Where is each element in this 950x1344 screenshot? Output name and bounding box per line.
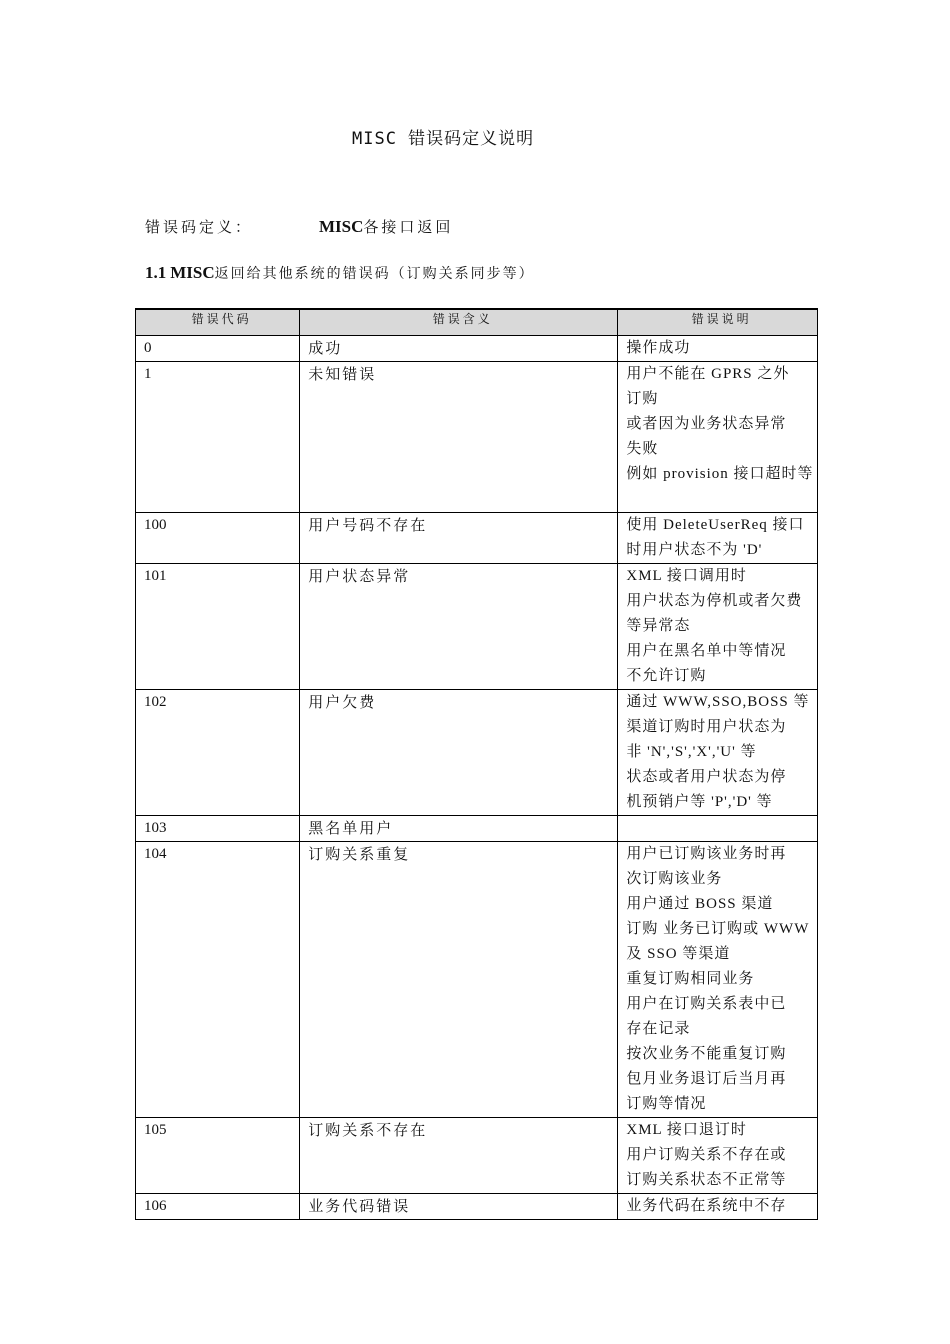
header-code: 错误代码 xyxy=(136,309,300,336)
error-meaning: 订购关系不存在 xyxy=(308,1121,428,1139)
error-code-cell xyxy=(136,1194,300,1220)
error-description-line: 非 'N','S','X','U' 等 xyxy=(626,744,757,760)
error-description-line: 次订购该业务 xyxy=(626,871,723,887)
error-description-cell xyxy=(618,690,818,816)
section-heading xyxy=(145,216,453,237)
header-name: 错误含义 xyxy=(300,309,618,336)
error-code: 100 xyxy=(144,517,167,533)
error-meaning-cell xyxy=(300,842,618,1118)
subsection-heading xyxy=(145,263,535,283)
error-description-cell xyxy=(618,513,818,564)
error-description-line: 订购 业务已订购或 WWW xyxy=(626,921,810,937)
error-description-line: 用户已订购该业务时再 xyxy=(626,846,787,862)
error-code-cell xyxy=(136,513,300,564)
error-description-line: 订购 xyxy=(626,391,659,407)
error-description-line: 订购关系状态不正常等 xyxy=(626,1172,787,1188)
table-row xyxy=(136,564,818,690)
error-description-line: 例如 provision 接口超时等 xyxy=(626,466,814,482)
error-meaning: 业务代码错误 xyxy=(308,1197,411,1215)
error-description-line: 用户状态为停机或者欠费 xyxy=(626,593,803,609)
error-meaning-cell xyxy=(300,336,618,362)
error-code-cell xyxy=(136,336,300,362)
error-meaning: 订购关系重复 xyxy=(308,845,411,863)
error-description-line: 等异常态 xyxy=(626,618,691,634)
error-meaning: 用户状态异常 xyxy=(308,567,411,585)
error-description-line: 用户不能在 GPRS 之外 xyxy=(626,366,790,382)
error-meaning: 用户欠费 xyxy=(308,693,377,711)
error-code-cell xyxy=(136,842,300,1118)
error-description-line: 订购等情况 xyxy=(626,1096,707,1112)
table-row xyxy=(136,1118,818,1194)
error-description-cell xyxy=(618,1118,818,1194)
error-description-line: 包月业务退订后当月再 xyxy=(626,1071,787,1087)
table-row xyxy=(136,816,818,842)
error-code-cell xyxy=(136,362,300,513)
table-row xyxy=(136,842,818,1118)
error-description-line: 失败 xyxy=(626,441,659,457)
error-meaning: 成功 xyxy=(308,339,343,357)
error-description-line: 时用户状态不为 'D' xyxy=(626,542,763,558)
error-description-cell xyxy=(618,362,818,513)
error-code: 106 xyxy=(144,1198,167,1214)
error-code: 105 xyxy=(144,1122,167,1138)
error-description-cell xyxy=(618,336,818,362)
error-meaning-cell xyxy=(300,564,618,690)
error-code: 104 xyxy=(144,846,167,862)
error-meaning: 未知错误 xyxy=(308,365,377,383)
error-description-line: 用户订购关系不存在或 xyxy=(626,1147,787,1163)
error-code-cell xyxy=(136,1118,300,1194)
error-description-line: 机预销户等 'P','D' 等 xyxy=(626,794,773,810)
section-prefix: 错误码定义： xyxy=(145,220,254,236)
error-description-line: 操作成功 xyxy=(626,340,691,356)
table-row xyxy=(136,336,818,362)
subsection-number: 1.1 xyxy=(145,263,167,282)
error-code-table xyxy=(135,308,818,1220)
error-description-line: 状态或者用户状态为停 xyxy=(626,769,787,785)
error-description-line: 重复订购相同业务 xyxy=(626,971,755,987)
error-description-line xyxy=(626,487,817,512)
error-description-line: 或者因为业务状态异常 xyxy=(626,416,787,432)
error-code-cell xyxy=(136,816,300,842)
error-code-cell xyxy=(136,690,300,816)
error-description-line: 用户通过 BOSS 渠道 xyxy=(626,896,774,912)
error-description-cell xyxy=(618,564,818,690)
error-description-line: 按次业务不能重复订购 xyxy=(626,1046,787,1062)
error-description-line: 存在记录 xyxy=(626,1021,691,1037)
error-meaning-cell xyxy=(300,362,618,513)
error-meaning-cell xyxy=(300,690,618,816)
subsection-bold: MISC xyxy=(170,263,215,282)
header-desc: 错误说明 xyxy=(618,309,818,336)
error-description-line: 用户在黑名单中等情况 xyxy=(626,643,787,659)
table-header-row xyxy=(136,309,818,336)
section-bold: MISC xyxy=(319,217,364,236)
error-meaning: 用户号码不存在 xyxy=(308,516,428,534)
document-title: MISC 错误码定义说明 xyxy=(352,129,535,149)
section-suffix: 各接口返回 xyxy=(363,220,454,236)
table-row xyxy=(136,362,818,513)
error-description-cell xyxy=(618,842,818,1118)
error-description-line: 不允许订购 xyxy=(626,668,707,684)
error-description-line xyxy=(626,816,817,841)
error-description-cell xyxy=(618,1194,818,1220)
error-description-line: 及 SSO 等渠道 xyxy=(626,946,731,962)
table-row xyxy=(136,1194,818,1220)
error-description-line: 使用 DeleteUserReq 接口 xyxy=(626,517,805,533)
error-code: 1 xyxy=(144,366,152,382)
subsection-rest: 返回给其他系统的错误码（订购关系同步等） xyxy=(214,267,535,282)
error-meaning-cell xyxy=(300,816,618,842)
error-meaning-cell xyxy=(300,513,618,564)
error-description-line: 用户在订购关系表中已 xyxy=(626,996,787,1012)
error-meaning-cell xyxy=(300,1118,618,1194)
error-meaning: 黑名单用户 xyxy=(308,819,394,837)
error-description-cell xyxy=(618,816,818,842)
error-description-line: 业务代码在系统中不存 xyxy=(626,1198,787,1214)
error-code: 0 xyxy=(144,340,152,356)
error-description-line: 渠道订购时用户状态为 xyxy=(626,719,787,735)
error-meaning-cell xyxy=(300,1194,618,1220)
error-code-cell xyxy=(136,564,300,690)
error-description-line: XML 接口退订时 xyxy=(626,1122,747,1138)
error-code: 102 xyxy=(144,694,167,710)
table-row xyxy=(136,513,818,564)
error-code: 101 xyxy=(144,568,167,584)
table-row xyxy=(136,690,818,816)
error-description-line: XML 接口调用时 xyxy=(626,568,747,584)
table-body xyxy=(136,336,818,1220)
error-description-line: 通过 WWW,SSO,BOSS 等 xyxy=(626,694,810,710)
error-code: 103 xyxy=(144,820,167,836)
